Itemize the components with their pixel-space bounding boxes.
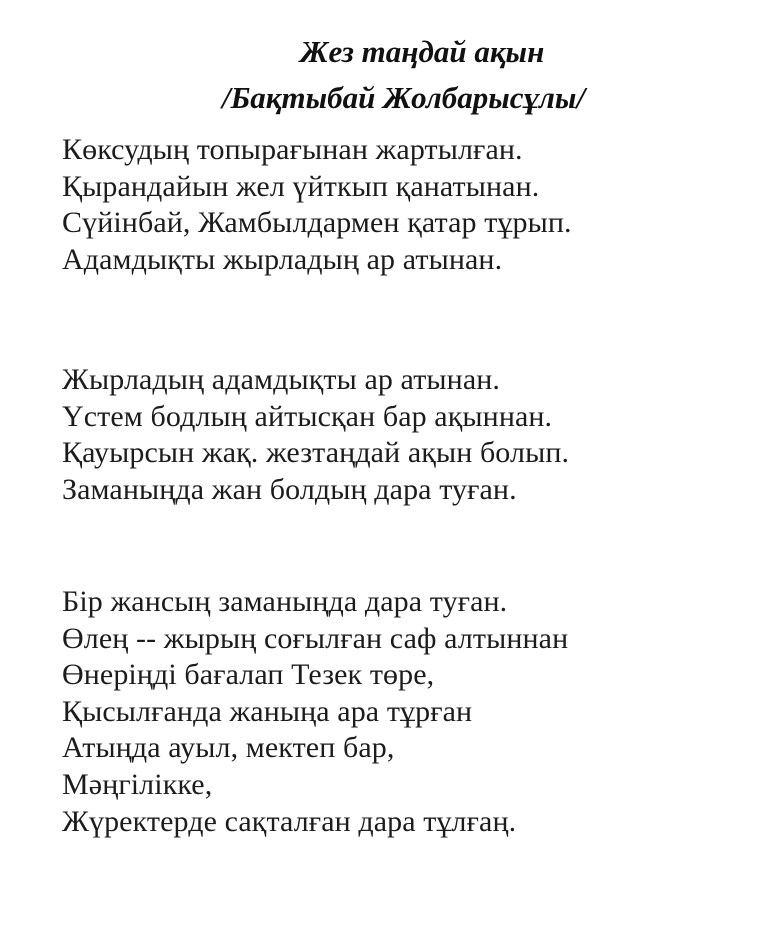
stanza-3 (62, 584, 568, 840)
poem-line: Қырандайын жел үйткып қанатынан. (62, 169, 540, 203)
stanza-1 (62, 132, 572, 278)
poem-line: Атыңда ауыл, мектеп бар, (62, 731, 395, 765)
stanza-2 (62, 362, 569, 508)
poem-line: Өлең -- жырың соғылған саф алтыннан (62, 621, 569, 655)
poem-line: Бір жансың заманыңда дара туған. (62, 585, 508, 618)
poem-line: Жүректерде сақталған дара тұлғаң. (62, 804, 517, 838)
poem-title: Жез таңдай ақын (300, 34, 545, 69)
poem-line: Көксудың топырағынан жартылған. (62, 133, 523, 166)
poem-line: Сүйінбай, Жамбылдармен қатар тұрып. (62, 206, 572, 240)
poem-author: /Бақтыбай Жолбарысұлы/ (222, 80, 586, 115)
poem-line: Жырладың адамдықты ар атынан. (62, 363, 500, 396)
poem-line: Мәңгілікке, (62, 767, 213, 801)
poem-line: Үстем бодлың айтысқан бар ақыннан. (62, 399, 553, 433)
poem-line: Адамдықты жырладың ар атынан. (62, 242, 503, 276)
poem-line: Қысылғанда жаныңа ара тұрған (62, 694, 473, 728)
poem-line: Өнеріңді бағалап Тезек төре, (62, 658, 435, 692)
poem-line: Заманыңда жан болдың дара туған. (62, 472, 517, 506)
poem-line: Қауырсын жақ. жезтаңдай ақын болып. (62, 436, 570, 470)
